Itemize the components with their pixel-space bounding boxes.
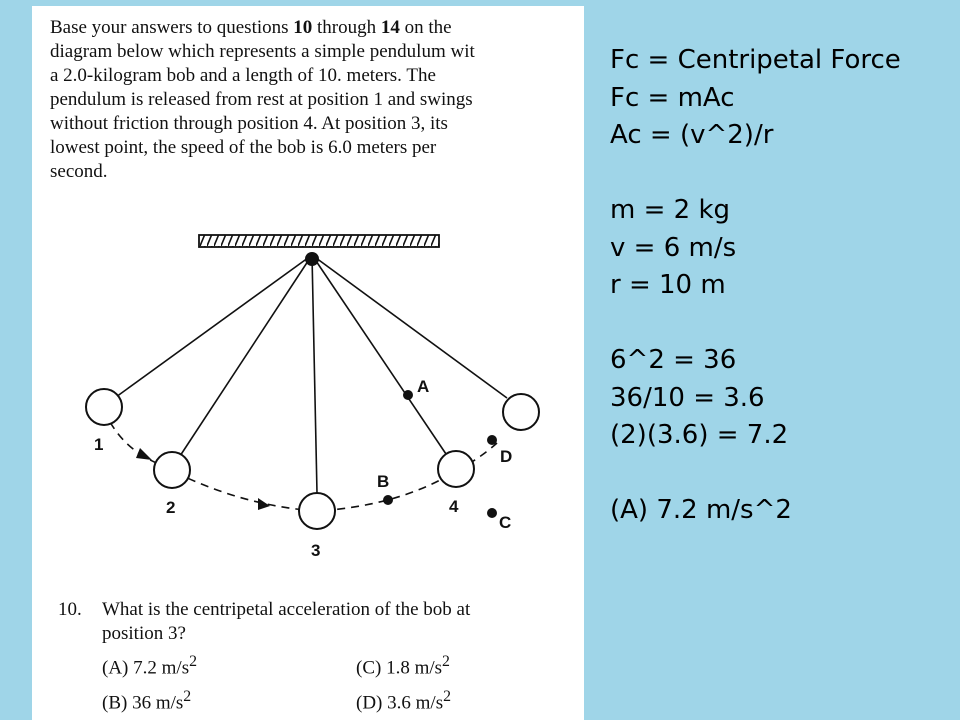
passage-line-3: a 2.0-kilogram bob and a length of 10. meters. The	[50, 65, 436, 86]
solution-line: m = 2 kg	[610, 195, 731, 225]
pivot-point	[305, 252, 319, 266]
question-number: 10.	[58, 599, 82, 620]
string-right-extreme	[312, 255, 507, 398]
ceiling-support	[199, 235, 439, 247]
pendulum-bobs	[86, 389, 539, 529]
choice-d: (D) 3.6 $m/s^2$	[356, 688, 452, 714]
question-10	[58, 598, 578, 716]
point-c-marker	[487, 508, 497, 518]
choice-c: (C) 1.8 $m/s^2$	[356, 653, 450, 679]
solution-line	[610, 305, 901, 343]
label-point-b: B	[377, 472, 390, 491]
passage-line-7: second.	[50, 161, 108, 182]
passage-line-1: Base your answers to questions 10 through 14 on the	[50, 17, 452, 38]
choice-row-2	[58, 681, 578, 716]
bob-position-3	[299, 493, 335, 529]
arrow-icon	[136, 448, 152, 460]
string-position-2	[180, 255, 312, 456]
bob-position-4	[438, 451, 474, 487]
label-point-a: A	[417, 377, 430, 396]
solution-line: (2)(3.6) = 7.2	[610, 420, 789, 450]
choice-b: (B) 36 $m/s^2$	[102, 688, 192, 714]
solution-notes	[610, 42, 901, 530]
bob-position-1	[86, 389, 122, 425]
choice-row-1	[58, 646, 578, 681]
question-text-line-2: position 3?	[102, 623, 186, 644]
passage-line-6: lowest point, the speed of the bob is 6.0 meters per	[50, 137, 437, 158]
label-position-2: 2	[166, 498, 176, 517]
point-b-marker	[383, 495, 393, 505]
bob-position-2	[154, 452, 190, 488]
string-position-3	[312, 255, 317, 493]
solution-line: v = 6 m/s	[610, 232, 737, 263]
question-text-line-1: What is the centripetal acceleration of the bob at	[102, 599, 471, 620]
solution-answer: (A) 7.2 m/s^2	[610, 495, 792, 525]
solution-line: Fc = Centripetal Force	[610, 45, 901, 75]
passage-line-2: diagram below which represents a simple pendulum wit	[50, 41, 475, 62]
bob-right-extreme	[503, 394, 539, 430]
solution-line	[610, 455, 901, 493]
passage-line-4: pendulum is released from rest at position 1 and swings	[50, 89, 473, 110]
solution-line: 6^2 = 36	[610, 345, 737, 375]
solution-line	[610, 155, 901, 193]
label-point-d: D	[500, 447, 513, 466]
label-position-3: 3	[311, 541, 321, 560]
string-position-1	[116, 255, 312, 397]
label-point-c: C	[499, 513, 512, 532]
point-d-marker	[487, 435, 497, 445]
choice-a: (A) 7.2 $m/s^2$	[102, 653, 198, 679]
solution-line: r = 10 m	[610, 270, 726, 300]
label-position-1: 1	[94, 435, 104, 454]
solution-line: Ac = (v^2)/r	[610, 120, 774, 150]
label-position-4: 4	[449, 497, 459, 516]
passage-line-5: without friction through position 4. At position 3, its	[50, 113, 448, 134]
scanned-worksheet	[32, 6, 584, 720]
pendulum-diagram	[32, 6, 584, 586]
solution-line: 36/10 = 3.6	[610, 382, 765, 413]
string-position-4	[312, 255, 446, 454]
point-a-marker	[403, 390, 413, 400]
solution-line: Fc = mAc	[610, 82, 735, 113]
